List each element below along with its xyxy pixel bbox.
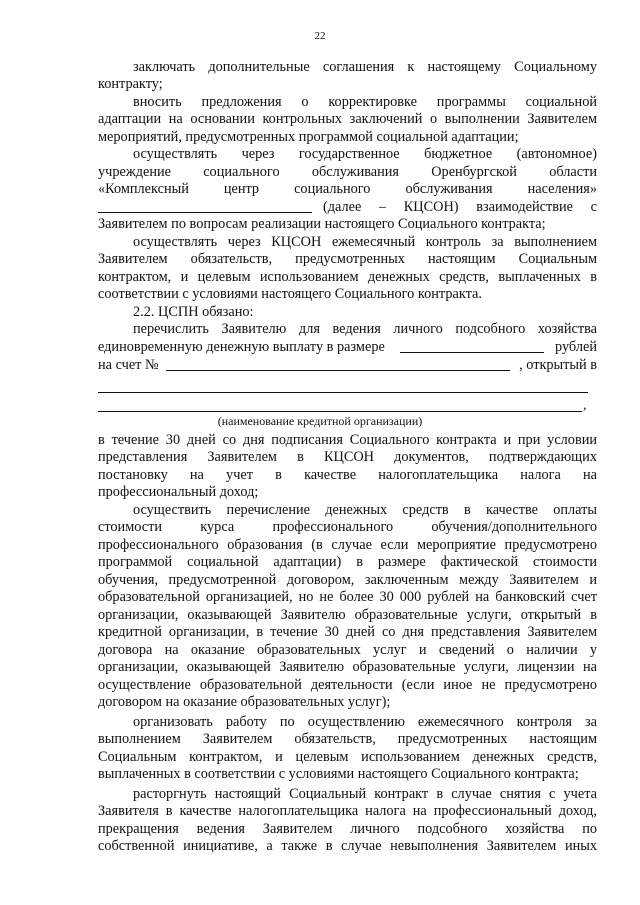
text-fragment: (далее – КЦСОН) взаимодействие с	[323, 199, 597, 215]
text-line: контрактом, и целевым использованием денежных средств, выплаченных в	[98, 269, 597, 285]
text-fragment: ,	[583, 398, 587, 413]
text-line: организации, оказывающей Заявителю образовательные услуги, открытый в	[98, 607, 597, 623]
field-caption: (наименование кредитной организации)	[217, 414, 423, 428]
text-line: осуществлять через КЦСОН ежемесячный контроль за выполнением	[133, 234, 597, 250]
text-line: мероприятий, предусмотренных программой социальной адаптации;	[98, 129, 519, 145]
text-line: учреждение социального обслуживания Оренбургской области	[98, 164, 597, 180]
text-line: контракту;	[98, 76, 163, 92]
text-line: осуществление образовательной деятельности (если иное не предусмотрено	[98, 677, 597, 693]
blank-line	[98, 392, 588, 393]
text-line: Заявителя в качестве налогоплательщика налога на профессиональный доход,	[98, 803, 597, 819]
text-line: прекращения ведения Заявителем личного подсобного хозяйства по	[98, 821, 597, 837]
text-line: Социальным контрактом, и целевым использованием денежных средств,	[98, 749, 597, 765]
text-line: перечислить Заявителю для ведения личного подсобного хозяйства	[133, 321, 597, 337]
text-line: организовать работу по осуществлению ежемесячного контроля за	[133, 714, 597, 730]
text-fragment: на счет №	[98, 357, 159, 373]
text-line: в течение 30 дней со дня подписания Социального контракта и при условии	[98, 432, 597, 448]
text-line: образовательной организацией, но не более 30 000 рублей на банковский счет	[98, 589, 597, 605]
text-line: договором на оказание образовательных услуг);	[98, 694, 391, 710]
amount-blank	[400, 339, 544, 353]
text-line: выполнением Заявителем обязательств, предусмотренных настоящим	[98, 731, 597, 747]
text-line: профессионального образования (в случае если мероприятие предусмотрено	[98, 537, 597, 553]
blank-line	[98, 411, 582, 412]
text-line: представления Заявителем в КЦСОН документов, подтверждающих	[98, 449, 597, 465]
text-line: кредитной организации, в течение 30 дней со дня представления Заявителем	[98, 624, 597, 640]
text-line: Заявителем по вопросам реализации настоящего Социального контракта;	[98, 216, 546, 232]
text-line: заключать дополнительные соглашения к настоящему Социальному	[133, 59, 597, 75]
page-number: 22	[314, 30, 326, 42]
text-line: обучения, предусмотренной договором, заключенным между Заявителем и	[98, 572, 597, 588]
text-line: адаптации на основании контрольных заключений о выполнении Заявителем	[98, 111, 597, 127]
text-line: соответствии с условиями настоящего Социального контракта.	[98, 286, 482, 302]
section-heading: 2.2. ЦСПН обязано:	[133, 304, 254, 320]
text-line	[98, 357, 597, 374]
text-line: профессиональный доход;	[98, 484, 259, 500]
text-line: расторгнуть настоящий Социальный контракт в случае снятия с учета	[133, 786, 597, 802]
text-fragment: единовременную денежную выплату в размере	[98, 339, 385, 355]
text-line	[98, 339, 597, 356]
text-line: вносить предложения о корректировке программы социальной	[133, 94, 597, 110]
text-line: выплаченных в соответствии с условиями настоящего Социального контракта;	[98, 766, 579, 782]
text-fragment: рублей	[555, 339, 597, 355]
text-line: «Комплексный центр социального обслуживания населения»	[98, 181, 597, 197]
text-line: собственной инициативе, а также в случае невыполнения Заявителем иных	[98, 838, 597, 854]
text-line: программой социальной адаптации) в размере фактической стоимости	[98, 554, 597, 570]
text-line: стоимости курса профессионального обучения/дополнительного	[98, 519, 597, 535]
text-line: постановку на учет в качестве налогоплательщика налога на	[98, 467, 597, 483]
account-number-blank	[166, 357, 510, 371]
text-line: Заявителем обязательств, предусмотренных настоящим Социальным	[98, 251, 597, 267]
text-line: осуществлять через государственное бюджетное (автономное)	[133, 146, 597, 162]
text-line: организации, оказывающей Заявителю образовательные услуги, лицензии на	[98, 659, 597, 675]
text-fragment: , открытый в	[519, 357, 597, 373]
text-line: договора на оказание образовательных услуг и сведений о наличии у	[98, 642, 597, 658]
text-line: осуществить перечисление денежных средств в качестве оплаты	[133, 502, 597, 518]
blank-field	[98, 199, 312, 213]
